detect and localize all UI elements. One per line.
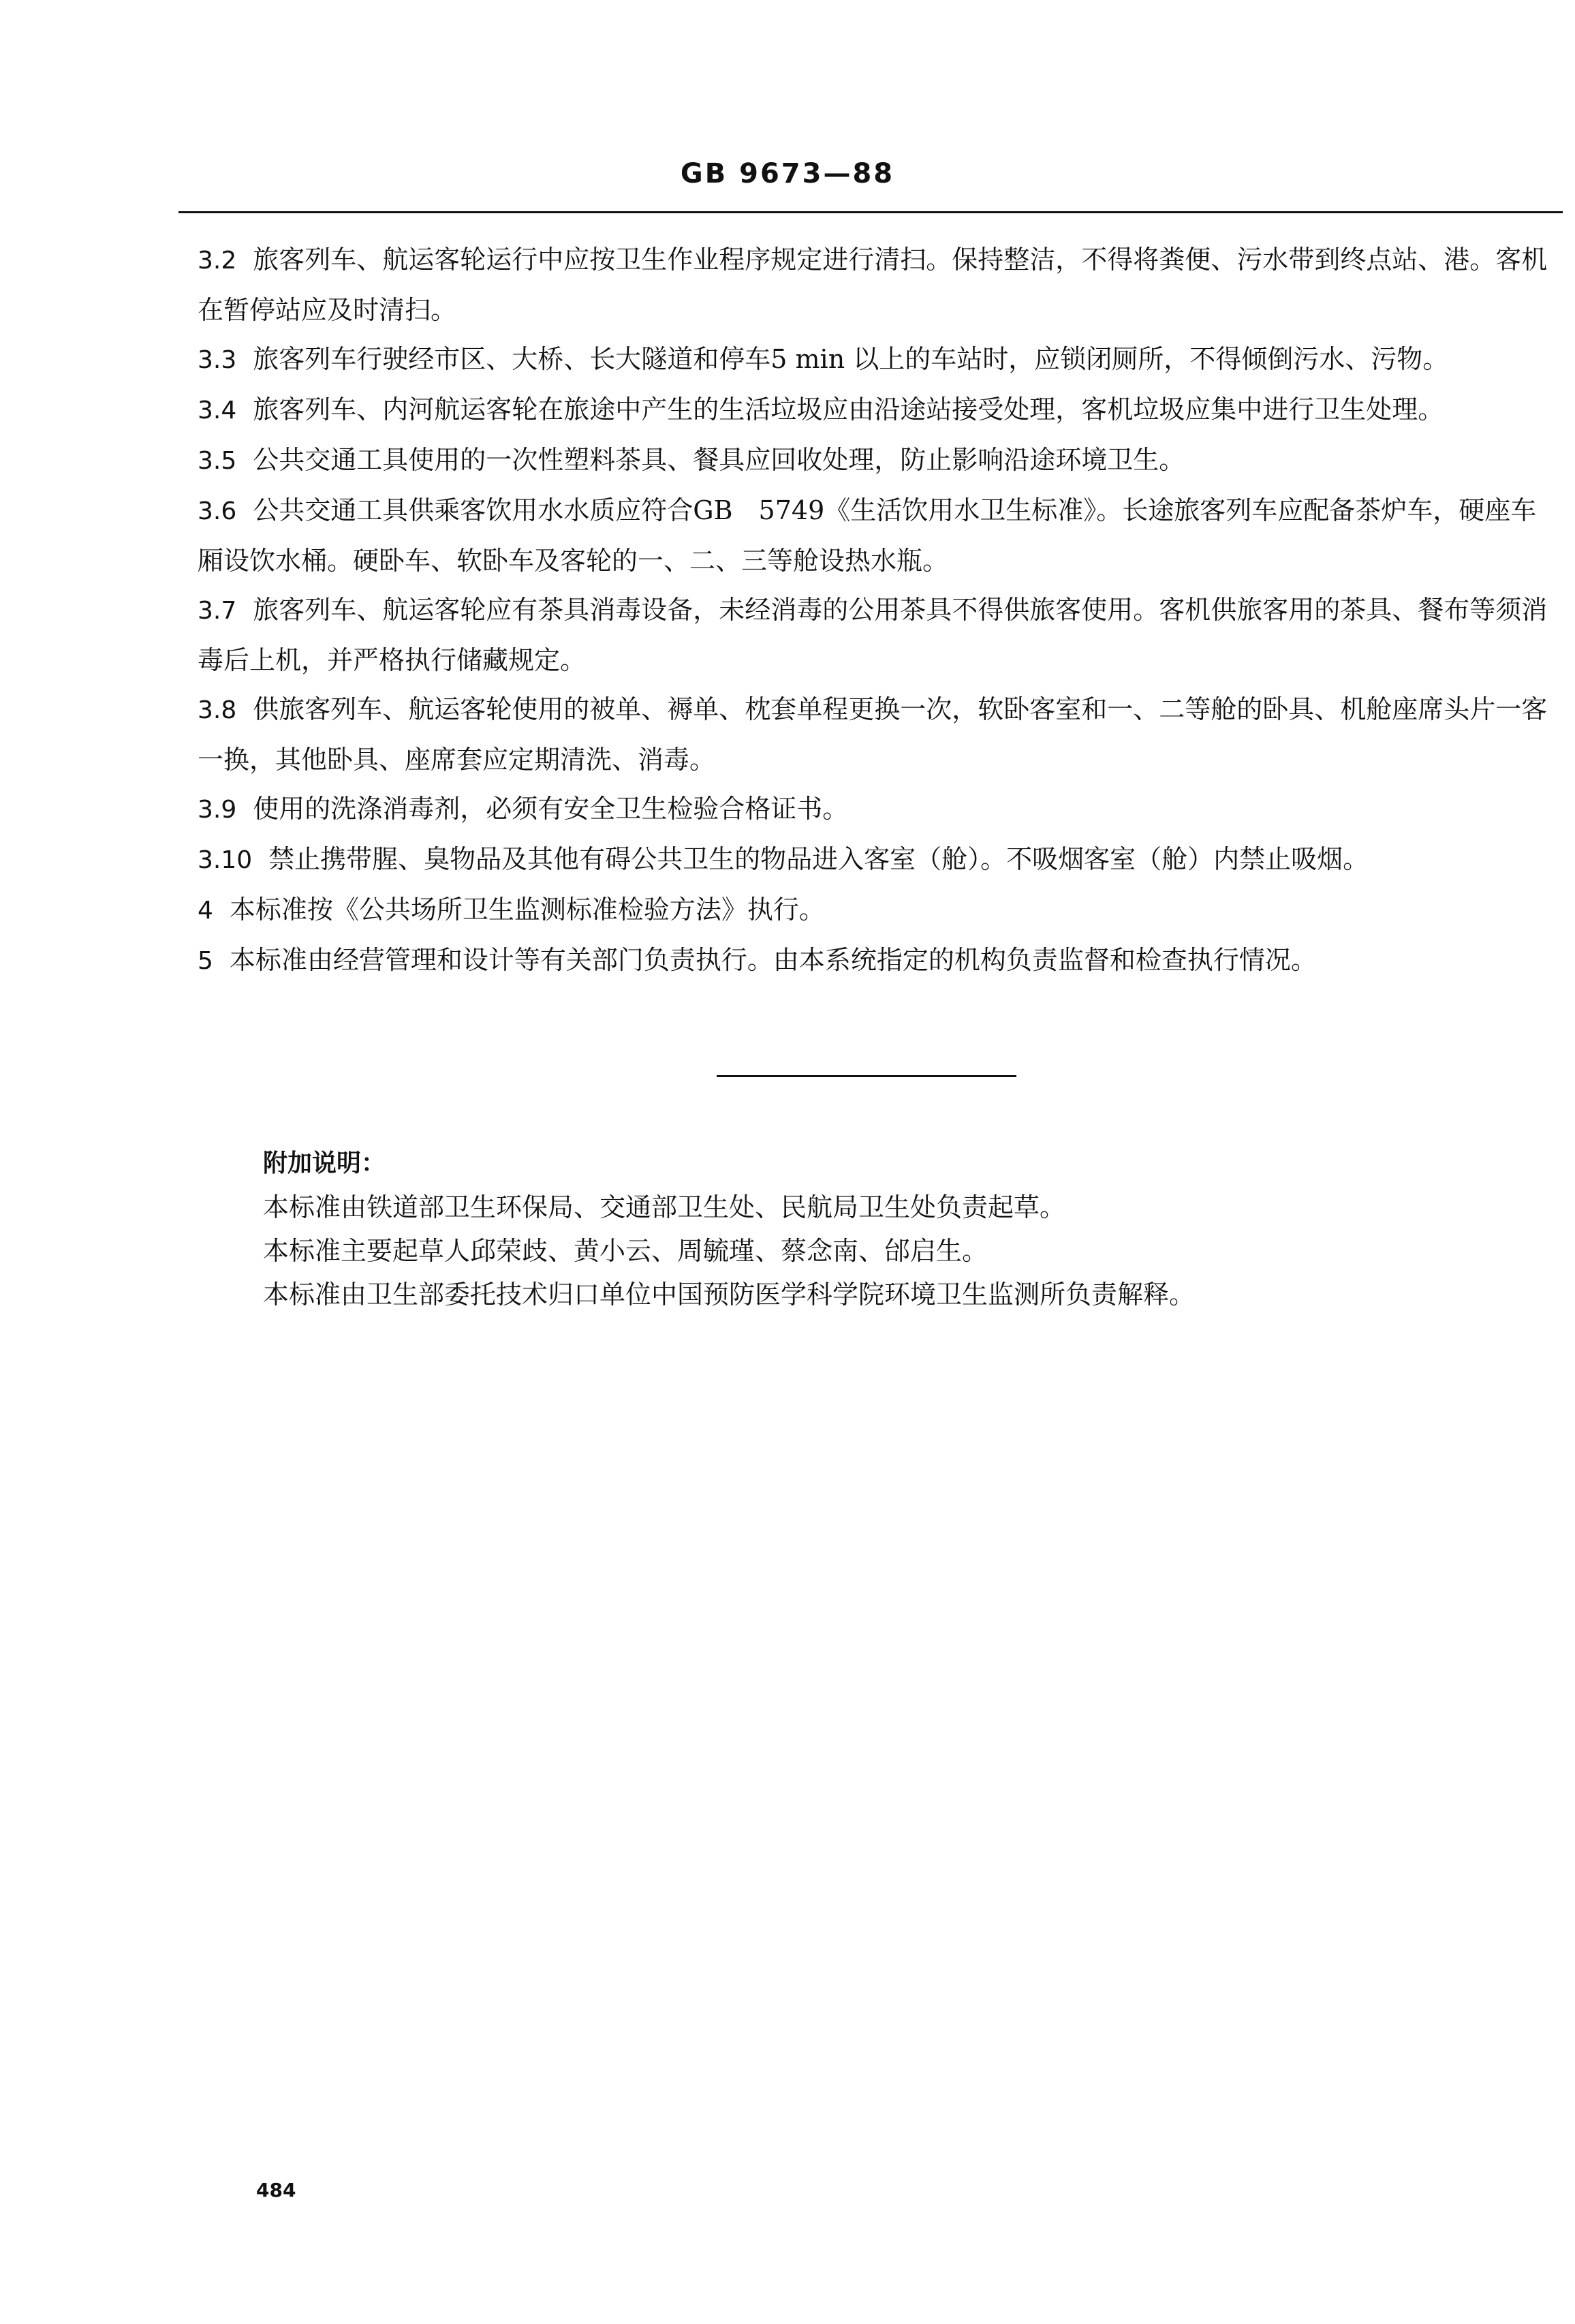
note-line: 本标准由铁道部卫生环保局、交通部卫生处、民航局卫生处负责起草。 xyxy=(263,1192,1066,1222)
clause-3-8 xyxy=(198,685,1553,784)
clause-text: 旅客列车、航运客轮应有茶具消毒设备，未经消毒的公用茶具不得供旅客使用。客机供旅客用的茶具、餐布等须消毒后上机，并严格执行储藏规定。 xyxy=(198,595,1548,675)
header-rule xyxy=(178,211,1563,213)
clause-list xyxy=(198,235,1553,986)
clause-text: 旅客列车、航运客轮运行中应按卫生作业程序规定进行清扫。保持整洁，不得将粪便、污水带到终点站、港。客机在暂停站应及时清扫。 xyxy=(198,245,1548,325)
clause-number: 4 xyxy=(198,897,213,925)
notes-heading: 附加说明： xyxy=(263,1149,386,1177)
standard-number-header: GB 9673—88 xyxy=(680,158,895,189)
clause-4 xyxy=(198,885,1553,935)
clause-number: 3.3 xyxy=(198,346,237,374)
clause-3-5 xyxy=(198,435,1553,486)
clause-3-4 xyxy=(198,385,1553,435)
additional-notes xyxy=(263,1142,1530,1316)
clause-number: 3.2 xyxy=(198,247,237,275)
clause-3-10 xyxy=(198,835,1553,885)
clause-3-2 xyxy=(198,235,1553,335)
clause-number: 3.10 xyxy=(198,846,253,874)
clause-3-6 xyxy=(198,486,1553,585)
clause-3-9 xyxy=(198,784,1553,835)
clause-text: 供旅客列车、航运客轮使用的被单、褥单、枕套单程更换一次，软卧客室和一、二等舱的卧具、机舱座席头片一客一换，其他卧具、座席套应定期清洗、消毒。 xyxy=(198,694,1548,775)
clause-text: 禁止携带腥、臭物品及其他有碍公共卫生的物品进入客室（舱）。不吸烟客室（舱）内禁止吸烟。 xyxy=(268,844,1369,874)
clause-number: 3.8 xyxy=(198,696,237,724)
clause-text: 本标准按《公共场所卫生监测标准检验方法》执行。 xyxy=(229,895,825,925)
clause-text: 公共交通工具使用的一次性塑料茶具、餐具应回收处理，防止影响沿途环境卫生。 xyxy=(253,445,1185,475)
clause-text: 旅客列车行驶经市区、大桥、长大隧道和停车5 min 以上的车站时，应锁闭厕所，不得倾倒污水、污物。 xyxy=(253,344,1449,374)
clause-number: 3.6 xyxy=(198,497,237,525)
clause-number: 3.9 xyxy=(198,796,237,824)
page-number: 484 xyxy=(256,2179,296,2201)
clause-text: 旅客列车、内河航运客轮在旅途中产生的生活垃圾应由沿途站接受处理，客机垃圾应集中进行卫生处理。 xyxy=(253,394,1444,424)
clause-number: 3.4 xyxy=(198,397,237,424)
note-line: 本标准主要起草人邱荣歧、黄小云、周毓瑾、蔡念南、邰启生。 xyxy=(263,1236,988,1266)
clause-3-3 xyxy=(198,335,1553,385)
clause-text: 使用的洗涤消毒剂，必须有安全卫生检验合格证书。 xyxy=(253,794,849,824)
clause-5 xyxy=(198,935,1553,986)
clause-3-7 xyxy=(198,585,1553,685)
note-line: 本标准由卫生部委托技术归口单位中国预防医学科学院环境卫生监测所负责解释。 xyxy=(263,1280,1196,1310)
clause-number: 3.7 xyxy=(198,597,237,625)
clause-text: 本标准由经营管理和设计等有关部门负责执行。由本系统指定的机构负责监督和检查执行情况。 xyxy=(229,945,1317,975)
clause-number: 5 xyxy=(198,947,213,975)
clause-number: 3.5 xyxy=(198,447,237,475)
section-separator xyxy=(717,1075,1016,1077)
clause-text: 公共交通工具供乘客饮用水水质应符合GB 5749《生活饮用水卫生标准》。长途旅客列车应配备茶炉车，硬座车厢设饮水桶。硬卧车、软卧车及客轮的一、二、三等舱设热水瓶。 xyxy=(198,495,1537,576)
